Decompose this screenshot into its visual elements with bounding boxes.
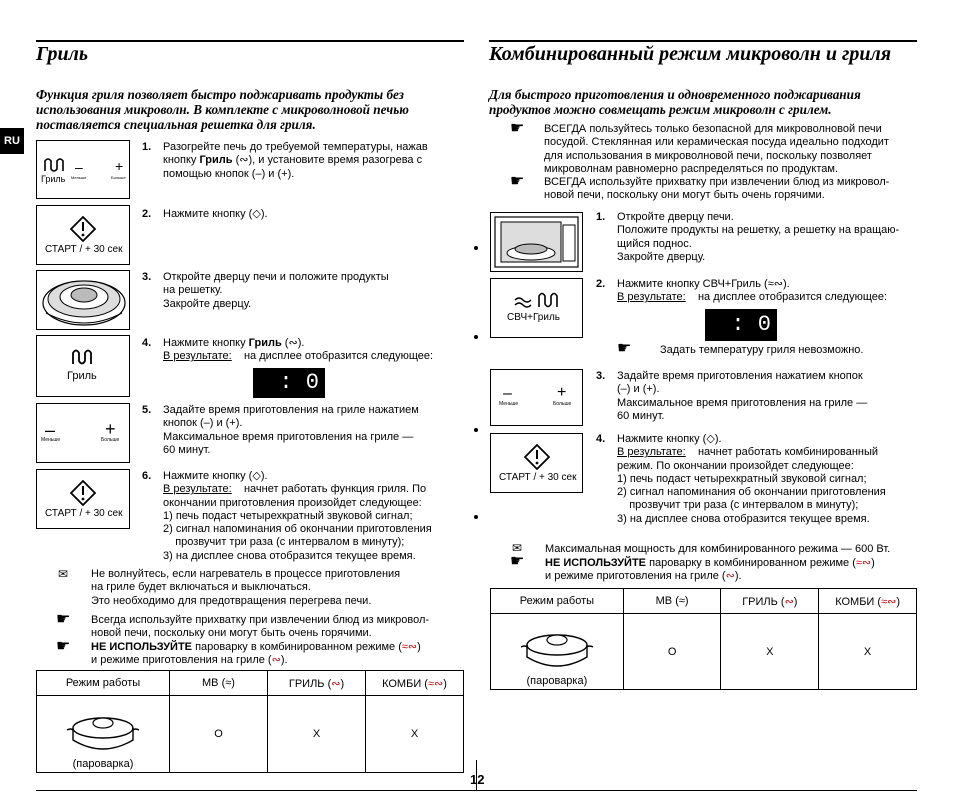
right-display-step2: : 0 [705,309,777,341]
grill-icon: ∾ [288,337,298,349]
combo-panel-figure [490,278,583,338]
grill-panel-figure-2 [36,335,130,397]
combo-icon: ≈∾ [855,557,872,569]
minus-label: Меньше [41,437,61,443]
left-step-4: Нажмите кнопку Гриль (∾). В результате: на дисплее отобразится следующее: [163,337,434,363]
left-mode-table [36,670,464,773]
grill-icon [71,348,95,366]
table-header: Режим работы [37,671,170,696]
footer-rule [36,790,917,791]
pointing-hand-icon: ☛ [56,638,71,655]
table-cell-mw: O [170,696,268,773]
right-mode-table [490,588,917,690]
pointing-hand-icon: ☛ [510,553,525,570]
table-cell-mw: O [623,614,721,690]
left-tip-2: НЕ ИСПОЛЬЗУЙТЕ пароварку в комбинированном режиме (≈∾) и режиме приготовления на гриле (∾). [91,641,421,667]
steamer-icon [517,625,597,675]
start-icon: ◇ [252,470,261,482]
grill-icon: ∾ [784,595,794,608]
combo-icon [513,291,561,309]
grill-icon: ∾ [271,654,281,667]
minus-icon: – [503,385,512,402]
table-cell-grill: X [268,696,366,773]
bullet-dot [474,335,478,339]
left-step-3: Откройте дверцу печи и положите продукты на решетку. Закройте дверцу. [163,271,389,310]
step-number: 4. [142,337,152,349]
step-number: 4. [596,433,606,445]
left-step-5: Задайте время приготовления на гриле нажатием кнопок (–) и (+). Максимальное время приготовления на гриле — 60 минут. [163,404,419,456]
step-number: 3. [142,271,152,283]
right-section-title: Комбинированный режим микроволн и гриля [489,43,892,65]
start-panel-figure-2 [36,469,130,529]
grill-icon [43,157,65,173]
start-icon [524,444,550,470]
table-cell-grill: X [721,614,819,690]
bullet-dot [474,428,478,432]
pointing-hand-icon: ☛ [510,120,525,137]
minus-plus-panel-figure-right [490,369,583,426]
table-header: МВ (≈) [623,589,721,614]
minus-label: Меньше [499,401,519,407]
right-note: Максимальная мощность для комбинированного режима — 600 Вт. [545,543,891,555]
minus-icon: – [75,159,83,175]
note-icon: ✉ [58,567,69,581]
plus-label: Больше [553,401,572,407]
right-tip-2: ВСЕГДА используйте прихватку при извлечении блюд из микровол- новой печи, поскольку они могут быть очень горячими. [544,176,890,202]
pointing-hand-icon: ☛ [56,611,71,628]
left-note-1: Не волнуйтесь, если нагреватель в процессе приготовления на гриле будет включаться и выключаться. Это необходимо для предотвращения перегрева печи. [91,568,401,607]
page-number: 12 [470,772,485,787]
language-tab: RU [0,128,24,154]
microwave-icon: ≈ [678,595,685,607]
table-header: ГРИЛЬ (∾) [721,589,819,614]
start-icon [70,216,96,242]
table-header: КОМБИ (≈∾) [819,589,917,614]
plus-icon: + [557,384,567,401]
oven-illustration [493,215,580,269]
table-header: МВ (≈) [170,671,268,696]
start-label: СТАРТ / + 30 сек [45,508,123,519]
right-step-2: Нажмите кнопку СВЧ+Гриль (≈∾). В результате: на дисплее отобразится следующее: [617,278,888,304]
minus-plus-panel-figure [36,403,130,463]
start-label: СТАРТ / + 30 сек [499,472,577,483]
left-section-title: Гриль [36,43,89,65]
grill-label: Гриль [67,370,97,382]
right-warning: НЕ ИСПОЛЬЗУЙТЕ пароварку в комбинированном режиме (≈∾) и режиме приготовления на гриле (∾). [545,557,875,583]
start-panel-figure-1 [36,205,130,265]
table-cell-combo: X [819,614,917,690]
steamer-cell: (пароварка) [37,696,170,773]
bullet-dot [474,515,478,519]
minus-icon: – [45,420,56,440]
step-number: 3. [596,370,606,382]
left-step-1: Разогрейте печь до требуемой температуры, нажав кнопку Гриль (∾), и установите время разогрева с помощью кнопок (–) и (+). [163,141,428,180]
start-icon: ◇ [252,208,261,220]
right-step-3: Задайте время приготовления нажатием кнопок (–) и (+). Максимальное время приготовления на гриле — 60 минут. [617,370,868,422]
right-step-4: Нажмите кнопку (◇). В результате: начнет работать комбинированный режим. По окончании произойдет следующее: 1) печь подаст четырехкратный звуковой сигнал; 2) сигнал напоминания об окончании приготовления прозвучит три раза (с интервалом в минуту); 3) на дисплее снова отобразится текущее время. [617,433,886,525]
start-panel-figure-right [490,433,583,493]
step-number: 5. [142,404,152,416]
right-header-rule [489,40,917,42]
minus-label: Меньше [71,175,87,180]
left-step-6: Нажмите кнопку (◇). В результате: начнет работать функция гриля. По окончании приготовления произойдет следующее: 1) печь подаст четырехкратный звуковой сигнал; 2) сигнал напоминания об окончании приготовления прозвучит три раза (с интервалом в минуту); 3) на дисплее снова отобразится текущее время. [163,470,432,562]
pointing-hand-icon: ☛ [510,173,525,190]
left-display-step4: : 0 [253,368,325,398]
left-tip-1: Всегда используйте прихватку при извлечении блюд из микровол- новой печи, поскольку они могут быть очень горячими. [91,614,430,640]
combo-icon: ≈∾ [427,677,444,690]
step-number: 1. [142,141,152,153]
right-tip-1: ВСЕГДА пользуйтесь только безопасной для микроволновой печи посудой. Стеклянная или керамическая посуда идеально подходит для использования в микроволновой печи, поскольку позволяет микроволнам равномерно распределяться по продуктам. [544,123,889,175]
plus-icon: + [105,419,116,439]
steamer-icon [63,708,143,758]
combo-icon: ≈∾ [881,595,897,608]
start-label: СТАРТ / + 30 сек [45,244,123,255]
note-icon: ✉ [512,541,523,555]
oven-open-figure [490,212,583,272]
combo-icon: ≈∾ [767,278,783,290]
step-number: 2. [142,208,152,220]
left-header-rule [36,40,464,42]
plus-icon: + [115,158,124,174]
table-header: ГРИЛЬ (∾) [268,671,366,696]
combo-label: СВЧ+Гриль [507,312,560,323]
left-step-2: Нажмите кнопку (◇). [163,208,268,220]
dish-rack-illustration [40,273,128,328]
grill-label: Гриль [41,174,66,184]
start-icon [70,480,96,506]
start-icon: ◇ [706,433,715,445]
table-cell-combo: X [366,696,464,773]
microwave-icon: ≈ [225,677,232,689]
step-number: 2. [596,278,606,290]
grill-icon: ∾ [725,570,735,583]
dish-rack-figure [36,270,130,330]
table-header: Режим работы [491,589,624,614]
step-number: 6. [142,470,152,482]
plus-label: Больше [101,437,120,443]
step-number: 1. [596,211,606,223]
left-intro: Функция гриля позволяет быстро поджаривать продукты без использования микроволн. В комплекте с микроволновой печью поставляется специальная решетка для гриля. [36,87,409,132]
right-step-2-tip: Задать температуру гриля невозможно. [660,344,864,356]
steamer-cell: (пароварка) [491,614,624,690]
plus-label: Больше [111,175,126,180]
combo-icon: ≈∾ [401,641,418,653]
grill-icon: ∾ [331,677,341,690]
bullet-dot [474,246,478,250]
right-intro: Для быстрого приготовления и одновременного поджаривания продуктов можно совмещать режим микроволн с грилем. [489,87,861,117]
pointing-hand-icon: ☛ [617,340,632,357]
grill-panel-figure [36,140,130,199]
right-step-1: Откройте дверцу печи. Положите продукты на решетку, а решетку на вращаю- щийся поднос. Закройте дверцу. [617,211,900,263]
table-header: КОМБИ (≈∾) [366,671,464,696]
grill-icon: ∾ [239,154,249,167]
